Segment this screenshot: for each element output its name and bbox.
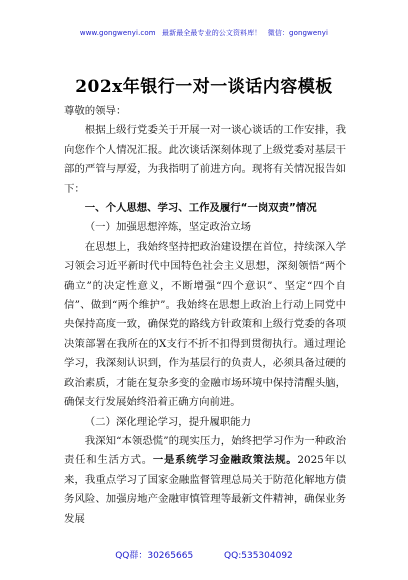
footer-qq-group: QQ群：30265665 <box>115 551 194 561</box>
document-title: 202x年银行一对一谈话内容模板 <box>75 77 333 97</box>
intro-paragraph: 根据上级行党委关于开展一对一谈心谈话的工作安排，我向您作个人情况汇报。此次谈话深刻体现了上级党委对基层干部的严管与厚爱，为我指明了前进方向。现将有关情况报告如下： <box>64 124 346 195</box>
document-body <box>64 102 346 529</box>
paragraph-text-cont: 2025年以来，我重点学习了国家金融监督管理总局关于防范化解地方债务风险、加强房地产金融审慎管理等最新文件精神，确保业务发展 <box>64 454 347 525</box>
header-wechat: 微信：gongwenyi <box>267 29 329 37</box>
section-heading: 一、个人思想、学习、工作及履行“一岗双责”情况 <box>84 202 317 215</box>
footer-qq: QQ:535304092 <box>224 551 293 561</box>
header-slogan: 最新最全最专业的公文资料库！ <box>162 29 262 37</box>
salutation: 尊敬的领导： <box>64 105 127 117</box>
page-footer <box>0 548 408 561</box>
page-header <box>0 28 408 38</box>
paragraph-text: 我深知“本领恐慌”的现实压力，始终把学习作为一种政治责任和生活方式。 <box>64 434 346 467</box>
subsection-paragraph-2 <box>64 432 346 529</box>
subsection-heading-1: （一）加强思想淬炼，坚定政治立场 <box>84 221 252 234</box>
header-url[interactable]: www.gongwenyi.com <box>79 29 156 37</box>
bold-point: 一是系统学习金融政策法规。 <box>152 454 298 467</box>
subsection-heading-2: （二）深化理论学习，提升履职能力 <box>84 415 252 428</box>
subsection-paragraph-1: 在思想上，我始终坚持把政治建设摆在首位，持续深入学习领会习近平新时代中国特色社会主义思想，深刻领悟“两个确立”的决定性意义，不断增强“四个意识”、坚定“四个自信”、做到“两个维护”。我始终在思想上政治上行动上同党中央保持高度一致，确保党的路线方针政策和上级行党委的各项决策部署在我所在的X支行不折不扣得到贯彻执行。通过理论学习，我深刻认识到，作为基层行的负责人，必须具备过硬的政治素质，才能在复杂多变的金融市场环境中保持清醒头脑，确保支行发展始终沿着正确方向前进。 <box>64 240 346 409</box>
